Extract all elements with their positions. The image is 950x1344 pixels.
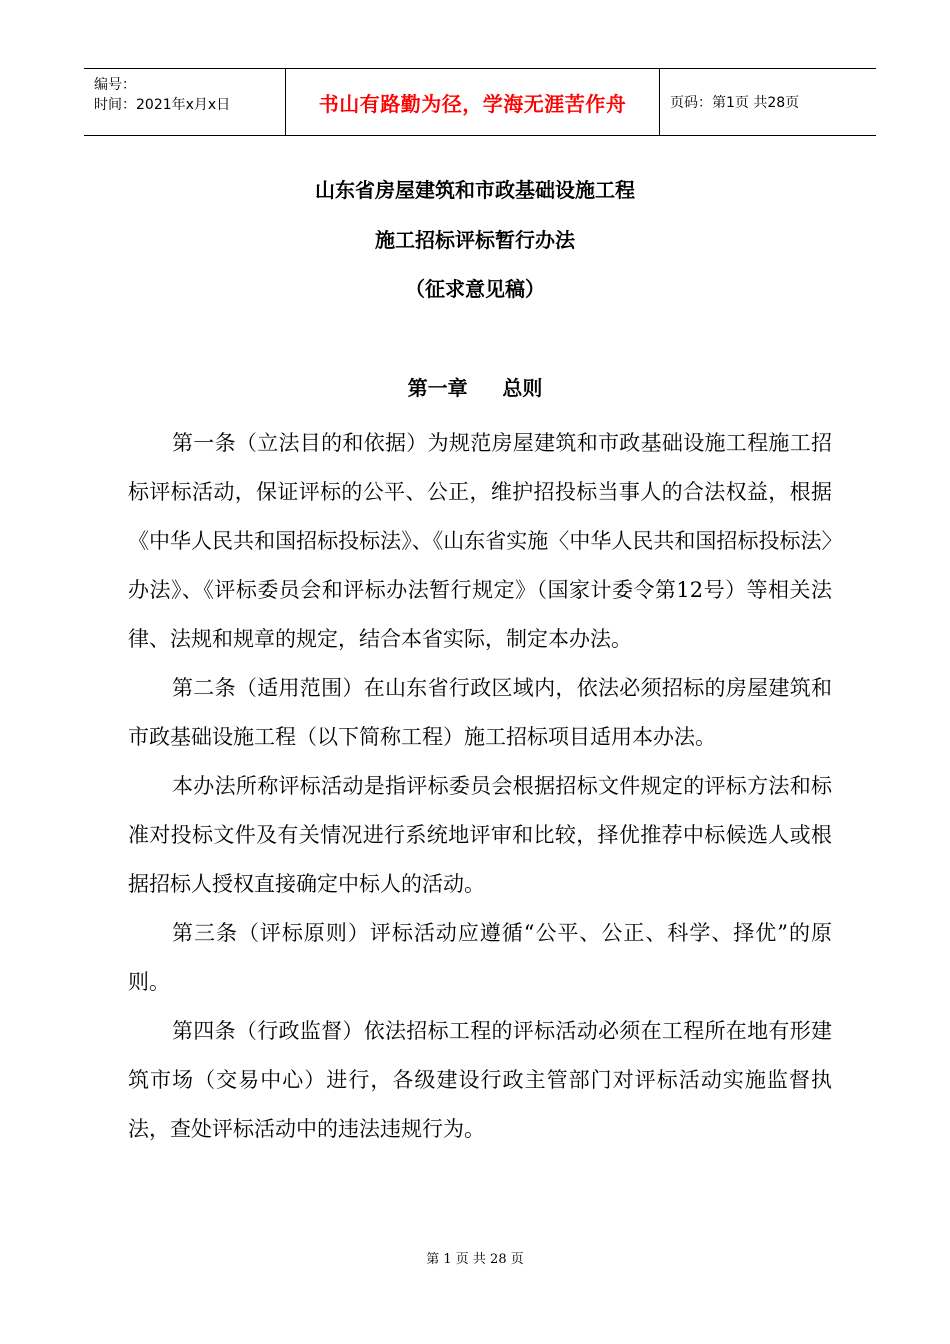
paragraph-article-2: 第二条（适用范围）在山东省行政区域内，依法必须招标的房屋建筑和市政基础设施工程（以下简称工程）施工招标项目适用本办法。 (128, 676, 832, 749)
header-meta-cell (84, 69, 286, 135)
time-label: 时间：2021年x月x日 (94, 97, 231, 113)
chapter-heading: 第一章 总则 (407, 376, 543, 400)
paragraph-article-4: 第四条（行政监督）依法招标工程的评标活动必须在工程所在地有形建筑市场（交易中心）进行，各级建设行政主管部门对评标活动实施监督执法，查处评标活动中的违法违规行为。 (128, 1019, 832, 1141)
number-label: 编号： (94, 77, 136, 93)
motto-text: 书山有路勤为径，学海无涯苦作舟 (318, 91, 627, 116)
header-motto-cell (286, 69, 660, 135)
header-table (84, 68, 876, 136)
paragraph-article-3: 第三条（评标原则）评标活动应遵循“公平、公正、科学、择优”的原则。 (128, 921, 832, 994)
paragraph-article-1: 第一条（立法目的和依据）为规范房屋建筑和市政基础设施工程施工招标评标活动，保证评标的公平、公正，维护招投标当事人的合法权益，根据《中华人民共和国招标投标法》、《山东省实施〈中华人民共和国招标投标法〉办法》、《评标委员会和评标办法暂行规定》（国家计委令第12号）等相关法律、法规和规章的规定，结合本省实际，制定本办法。 (128, 431, 832, 651)
paragraph-evaluation-definition: 本办法所称评标活动是指评标委员会根据招标文件规定的评标方法和标准对投标文件及有关情况进行系统地评审和比较，择优推荐中标候选人或根据招标人授权直接确定中标人的活动。 (128, 774, 832, 896)
page-label: 页码：第1页 共28页 (670, 95, 800, 111)
document-title-line2: 施工招标评标暂行办法 (375, 228, 575, 252)
document-body (128, 419, 832, 1154)
header-page-cell (660, 69, 876, 135)
page-footer: 第 1 页 共 28 页 (426, 1252, 524, 1267)
document-title-line1: 山东省房屋建筑和市政基础设施工程 (315, 178, 635, 202)
document-subtitle: （征求意见稿） (405, 277, 545, 301)
